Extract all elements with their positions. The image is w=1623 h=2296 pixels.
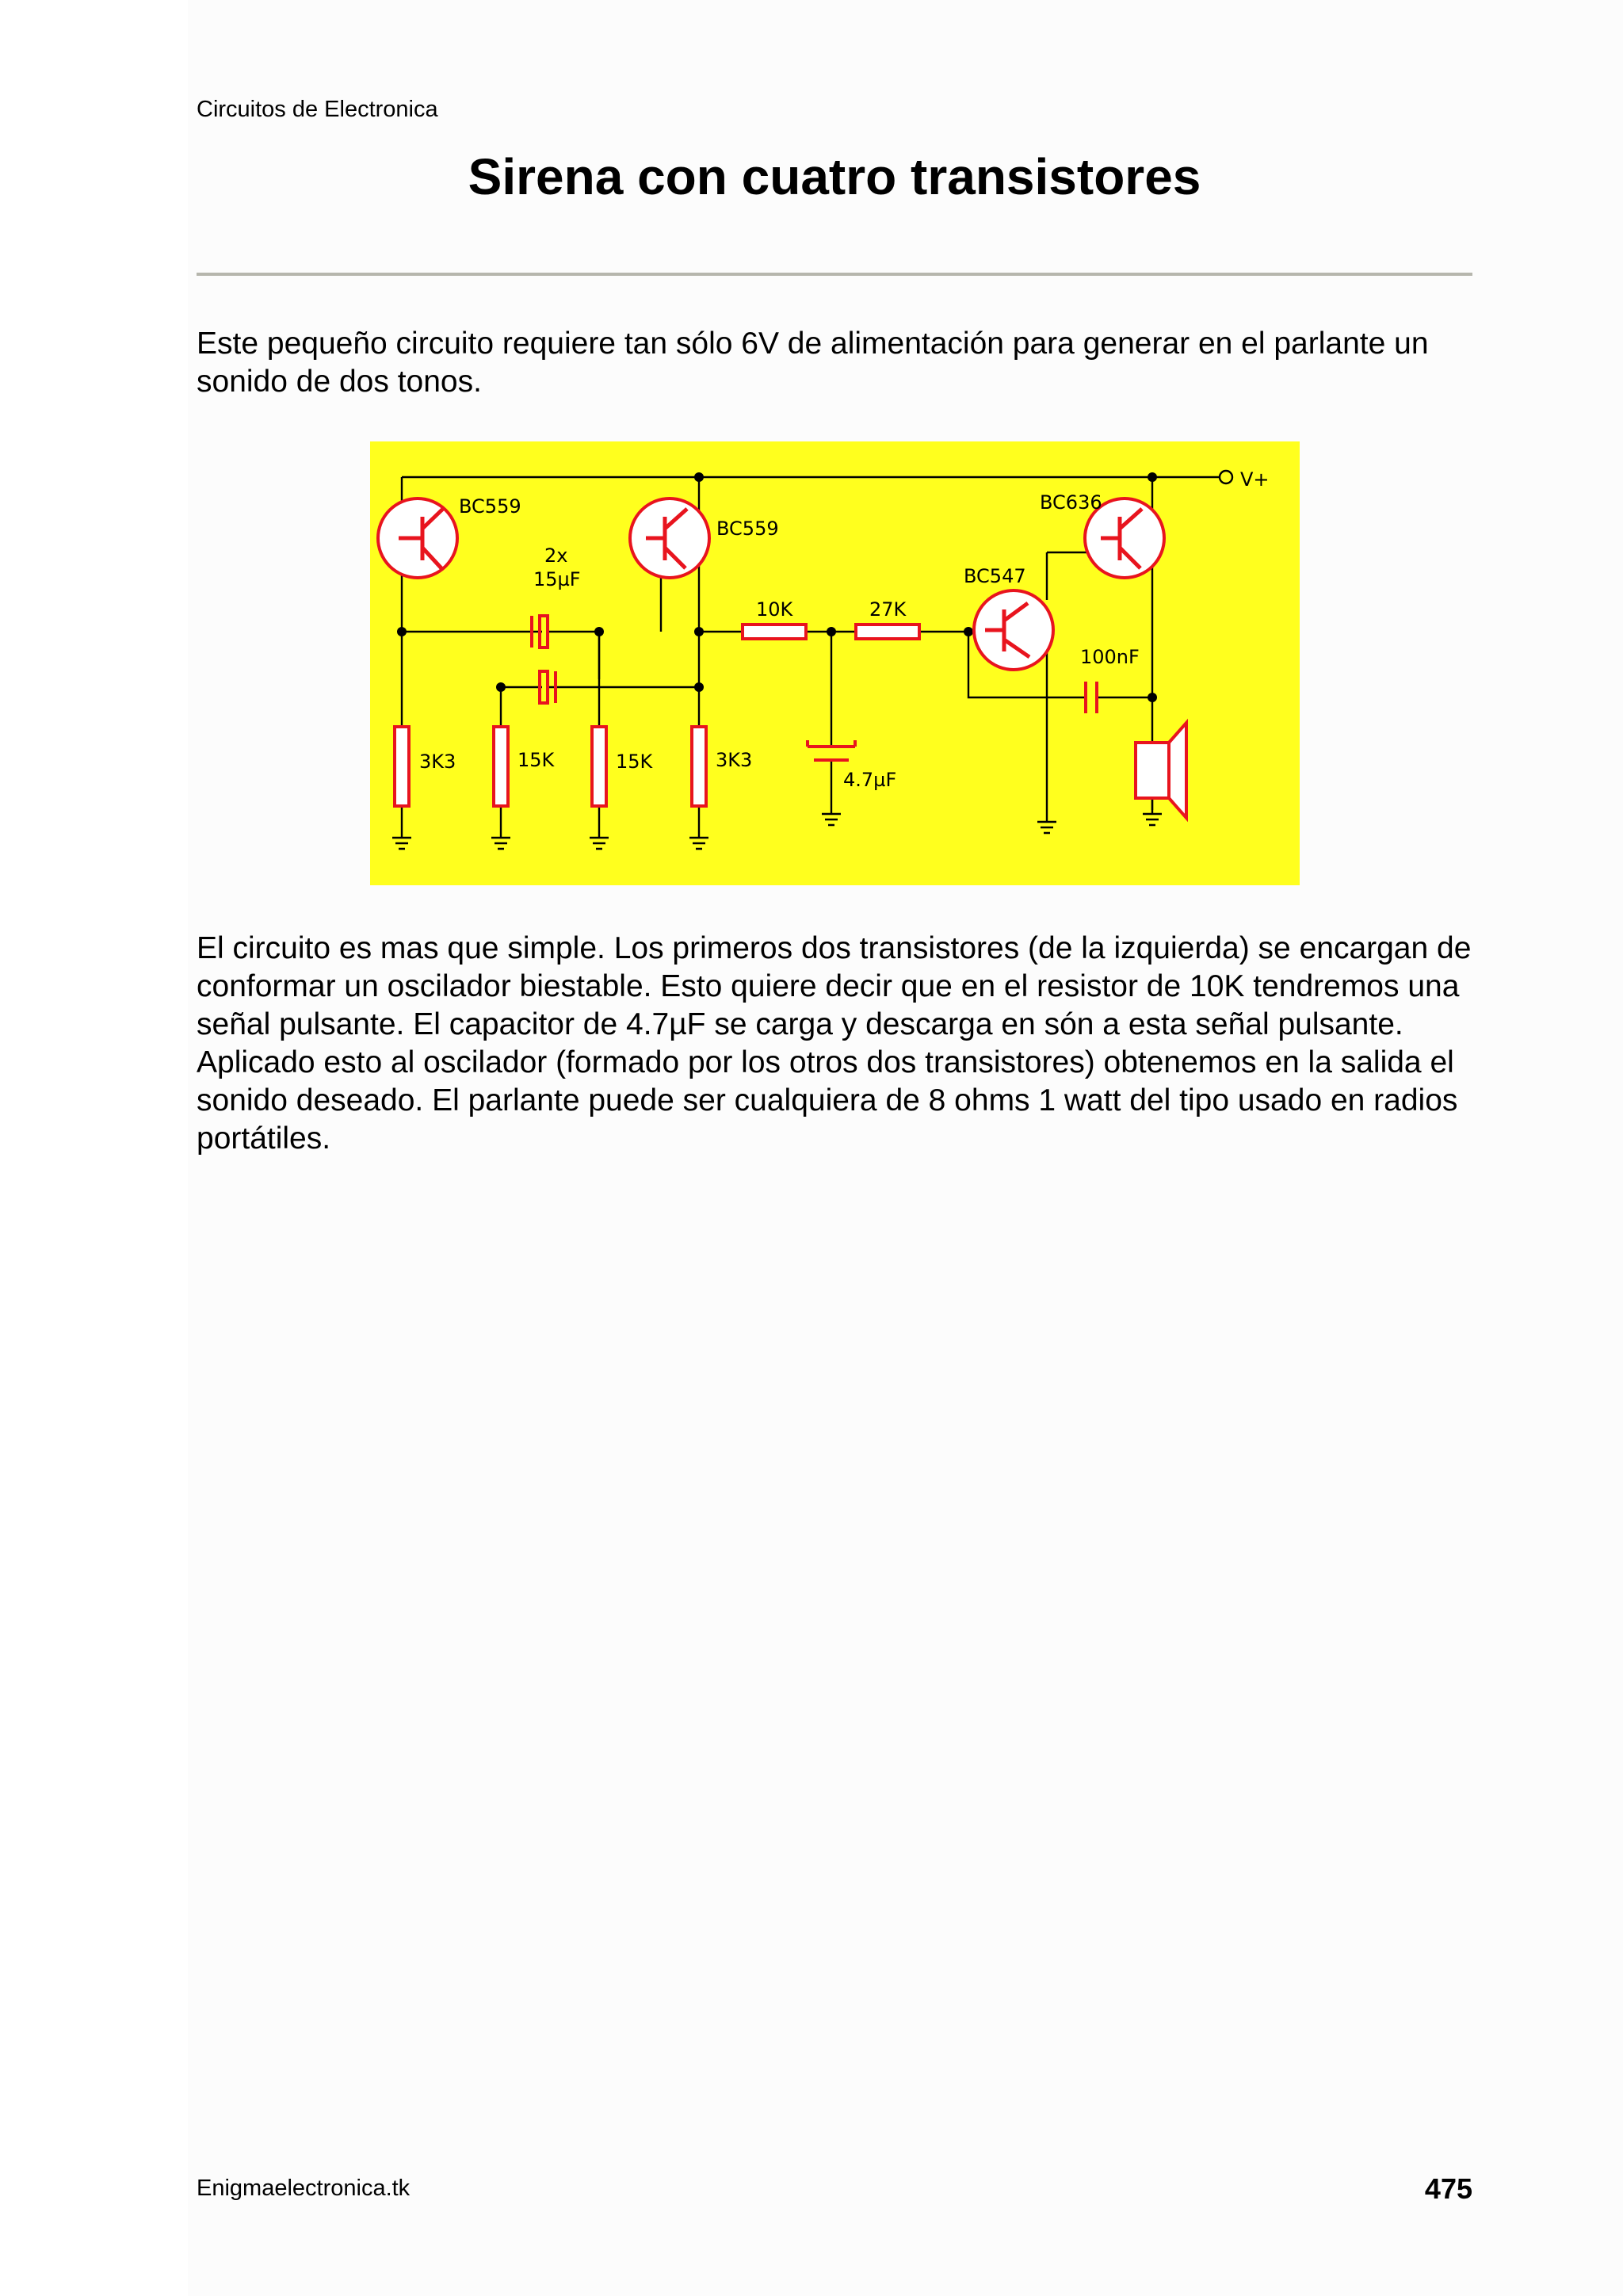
supply-terminal bbox=[1220, 471, 1232, 483]
page-number: 475 bbox=[1424, 2172, 1472, 2205]
label-cap-value: 15µF bbox=[533, 568, 581, 590]
supply-label: V+ bbox=[1240, 468, 1270, 491]
label-r1: 3K3 bbox=[419, 751, 456, 773]
transistor-q2 bbox=[630, 499, 709, 578]
siren-schematic bbox=[370, 441, 1300, 885]
label-r3: 15K bbox=[616, 751, 653, 773]
label-4-7uf: 4.7µF bbox=[843, 769, 897, 791]
label-cap-count: 2x bbox=[544, 544, 568, 567]
label-q3: BC547 bbox=[964, 565, 1026, 587]
body-paragraph: El circuito es mas que simple. Los primeros dos transistores (de la izquierda) se encargan de conformar un oscilador biestable. Esto quiere decir que en el resistor de 10K tendremos una señal pulsante. El capacitor de 4.7µF se carga y descarga en són a esta señal pulsante. Aplicado esto al oscilador (formado por los otros dos transistores) obtenemos en la salida el sonido deseado. El parlante puede ser cualquiera de 8 ohms 1 watt del tipo usado en radios portátiles. bbox=[197, 931, 1472, 1156]
page-title: Sirena con cuatro transistores bbox=[468, 148, 1201, 205]
label-r4: 3K3 bbox=[716, 749, 753, 771]
running-header: Circuitos de Electronica bbox=[197, 97, 438, 122]
label-q2: BC559 bbox=[716, 518, 779, 540]
label-q4: BC636 bbox=[1040, 491, 1102, 514]
footer-site: Enigmaelectronica.tk bbox=[197, 2176, 411, 2201]
title-divider bbox=[197, 273, 1472, 276]
intro-paragraph: Este pequeño circuito requiere tan sólo 6V de alimentación para generar en el parlante un sonido de dos tonos. bbox=[197, 327, 1429, 399]
resistor-10k bbox=[743, 625, 806, 639]
label-q1: BC559 bbox=[459, 495, 521, 518]
label-r2: 15K bbox=[517, 749, 555, 771]
label-100nf: 100nF bbox=[1080, 646, 1140, 668]
label-10k: 10K bbox=[756, 598, 793, 621]
resistor-27k bbox=[856, 625, 919, 639]
label-27k: 27K bbox=[869, 598, 907, 621]
